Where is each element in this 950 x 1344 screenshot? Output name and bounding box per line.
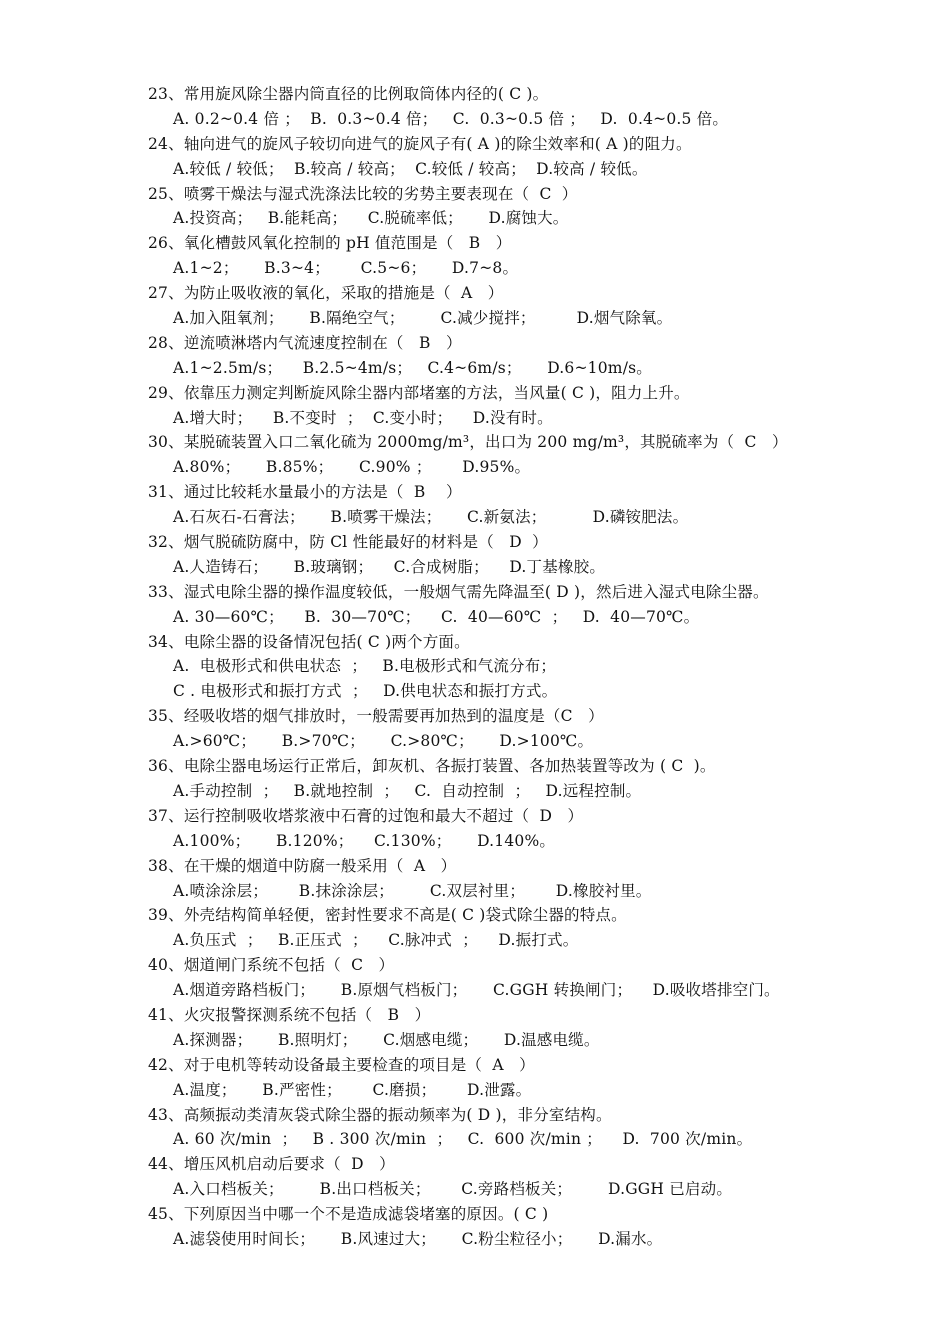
question-options: A.烟道旁路档板门； B.原烟气档板门； C.GGH 转换闸门； D.吸收塔排空门。	[173, 981, 780, 1000]
question-stem: 40、烟道闸门系统不包括（ C ）	[148, 956, 395, 975]
question-options: A.温度； B.严密性； C.磨损； D.泄露。	[173, 1080, 532, 1099]
question-options: A.加入阻氧剂； B.隔绝空气； C.减少搅拌； D.烟气除氧。	[173, 309, 673, 328]
question-item	[148, 704, 848, 754]
question-item	[148, 1103, 848, 1153]
question-stem: 31、通过比较耗水量最小的方法是（ B ）	[148, 483, 462, 502]
question-options: A. 0.2~0.4 倍 ； B. 0.3~0.4 倍； C. 0.3~0.5 倍 ； D. 0.4~0.5 倍。	[173, 109, 729, 128]
question-item	[148, 630, 848, 705]
question-item	[148, 82, 848, 132]
question-stem: 37、运行控制吸收塔浆液中石膏的过饱和最大不超过（ D ）	[148, 806, 584, 825]
question-stem: 39、外壳结构简单轻便，密封性要求不高是( C )袋式除尘器的特点。	[148, 906, 627, 925]
question-item	[148, 430, 848, 480]
question-options: A.1~2； B.3~4； C.5~6； D.7~8。	[173, 259, 519, 278]
question-list	[148, 82, 848, 1252]
question-stem: 43、高频振动类清灰袋式除尘器的振动频率为( D )，非分室结构。	[148, 1105, 612, 1124]
question-stem: 27、为防止吸收液的氧化，采取的措施是（ A ）	[148, 284, 504, 303]
question-options: C . 电极形式和振打方式 ； D.供电状态和振打方式。	[173, 682, 558, 701]
question-stem: 38、在干燥的烟道中防腐一般采用（ A ）	[148, 856, 457, 875]
question-options: A.滤袋使用时间长； B.风速过大； C.粉尘粒径小； D.漏水。	[173, 1229, 663, 1248]
question-options: A. 30—60℃； B. 30—70℃； C. 40—60℃ ； D. 40—70℃。	[173, 607, 700, 626]
question-item	[148, 231, 848, 281]
question-options: A.>60℃； B.>70℃； C.>80℃； D.>100℃。	[173, 732, 594, 751]
question-options: A. 电极形式和供电状态 ； B.电极形式和气流分布；	[173, 657, 557, 676]
question-stem: 23、常用旋风除尘器内筒直径的比例取筒体内径的( C )。	[148, 85, 549, 103]
question-item	[148, 1003, 848, 1053]
question-options: A.探测器； B.照明灯； C.烟感电缆； D.温感电缆。	[173, 1030, 600, 1049]
question-item	[148, 132, 848, 182]
question-item	[148, 854, 848, 904]
question-item	[148, 804, 848, 854]
question-options: A.100%； B.120%； C.130%； D.140%。	[173, 831, 556, 850]
question-stem: 28、逆流喷淋塔内气流速度控制在（ B ）	[148, 333, 462, 352]
question-stem: 36、电除尘器电场运行正常后，卸灰机、各振打装置、各加热装置等改为 ( C )。	[148, 757, 716, 776]
question-options: A.较低 / 较低； B.较高 / 较高； C.较低 / 较高； D.较高 / 较低。	[173, 159, 648, 178]
question-stem: 41、火灾报警探测系统不包括（ B ）	[148, 1005, 431, 1024]
question-stem: 33、湿式电除尘器的操作温度较低，一般烟气需先降温至( D )，然后进入湿式电除尘器。	[148, 582, 769, 601]
question-options: A.80%； B.85%； C.90% ； D.95%。	[173, 458, 531, 477]
question-item	[148, 953, 848, 1003]
question-stem: 24、轴向进气的旋风子较切向进气的旋风子有( A )的除尘效率和( A )的阻力。	[148, 134, 692, 153]
question-options: A.喷涂涂层； B.抹涂涂层； C.双层衬里； D.橡胶衬里。	[173, 881, 652, 900]
question-stem: 25、喷雾干燥法与湿式洗涤法比较的劣势主要表现在（ C ）	[148, 184, 578, 203]
question-options: A.投资高； B.能耗高； C.脱硫率低； D.腐蚀大。	[173, 209, 569, 228]
question-stem: 45、下列原因当中哪一个不是造成滤袋堵塞的原因。( C )	[148, 1205, 549, 1224]
question-options: A.负压式 ； B.正压式 ； C.脉冲式 ； D.振打式。	[173, 931, 579, 950]
question-stem: 32、烟气脱硫防腐中，防 Cl 性能最好的材料是（ D ）	[148, 533, 548, 552]
question-item	[148, 903, 848, 953]
question-item	[148, 1202, 848, 1252]
question-stem: 44、增压风机启动后要求（ D ）	[148, 1155, 395, 1174]
question-item	[148, 281, 848, 331]
question-stem: 35、经吸收塔的烟气排放时，一般需要再加热到的温度是（C ）	[148, 707, 604, 726]
question-item	[148, 530, 848, 580]
question-item	[148, 580, 848, 630]
question-item	[148, 480, 848, 530]
question-item	[148, 331, 848, 381]
question-stem: 42、对于电机等转动设备最主要检查的项目是（ A ）	[148, 1055, 535, 1074]
question-item	[148, 182, 848, 232]
question-options: A.石灰石-石膏法； B.喷雾干燥法； C.新氨法； D.磷铵肥法。	[173, 508, 689, 527]
question-item	[148, 1053, 848, 1103]
question-item	[148, 754, 848, 804]
question-options: A.1~2.5m/s； B.2.5~4m/s； C.4~6m/s； D.6~10m/s。	[173, 358, 652, 377]
question-options: A.手动控制 ； B.就地控制 ； C. 自动控制 ； D.远程控制。	[173, 781, 642, 800]
question-item	[148, 1152, 848, 1202]
question-item	[148, 381, 848, 431]
question-stem: 29、依靠压力测定判断旋风除尘器内部堵塞的方法，当风量( C )，阻力上升。	[148, 383, 690, 402]
question-stem: 26、氧化槽鼓风氧化控制的 pH 值范围是（ B ）	[148, 234, 512, 253]
question-stem: 34、电除尘器的设备情况包括( C )两个方面。	[148, 632, 470, 651]
question-options: A. 60 次/min ； B . 300 次/min ； C. 600 次/min ； D. 700 次/min。	[173, 1130, 753, 1149]
question-options: A.增大时； B.不变时 ； C.变小时； D.没有时。	[173, 408, 553, 427]
question-options: A.人造铸石； B.玻璃钢； C.合成树脂； D.丁基橡胶。	[173, 557, 606, 576]
question-options: A.入口档板关； B.出口档板关； C.旁路档板关； D.GGH 已启动。	[173, 1180, 733, 1199]
question-stem: 30、某脱硫装置入口二氧化硫为 2000mg/m³，出口为 200 mg/m³，其脱硫率为（ C ）	[148, 433, 788, 452]
